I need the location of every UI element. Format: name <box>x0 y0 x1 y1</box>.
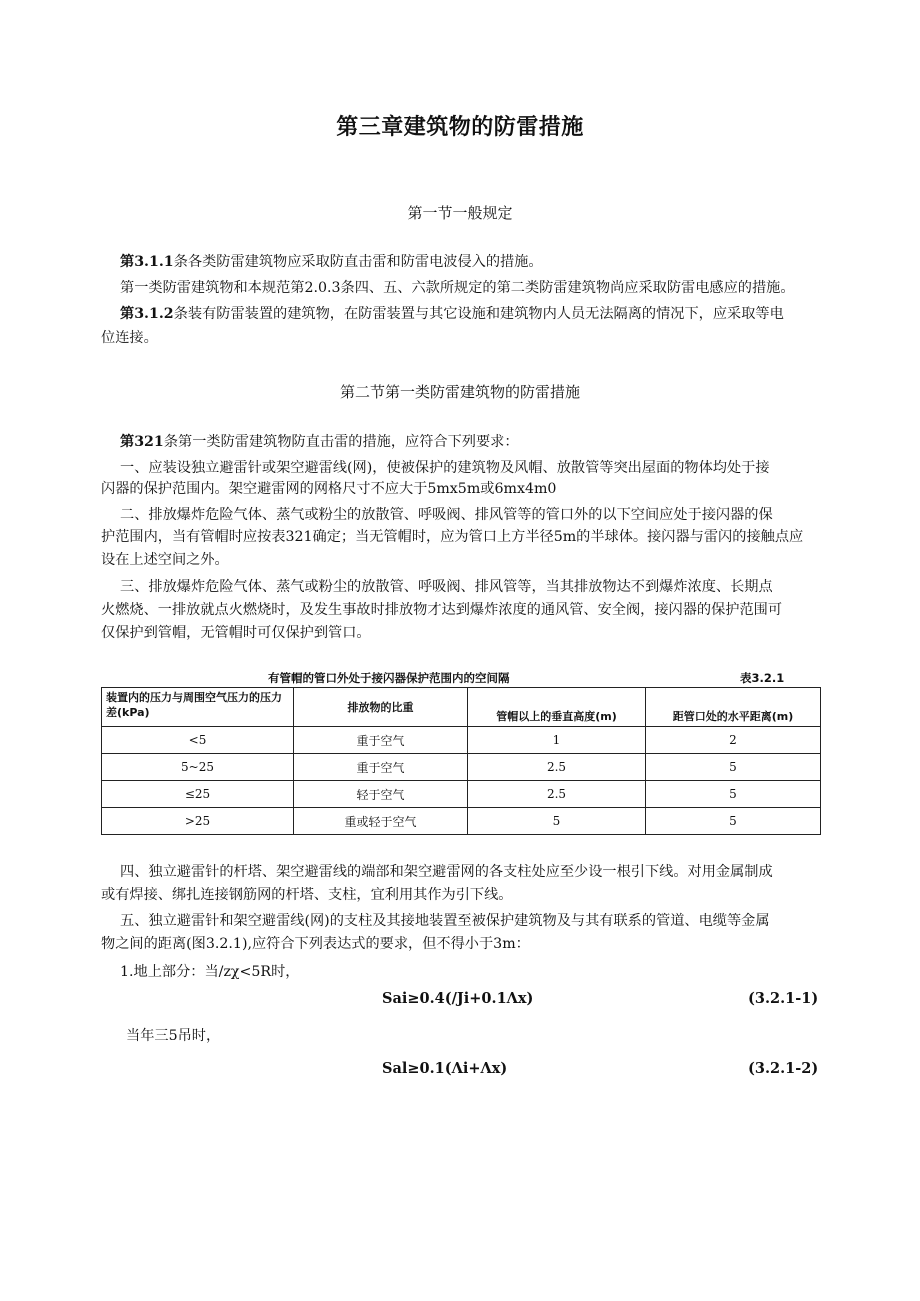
cell-gravity: 重或轻于空气 <box>294 808 468 835</box>
header-height: 管帽以上的垂直高度(m) <box>468 688 646 727</box>
item-4-line2: 或有焊接、绑扎连接钢筋网的杆塔、支柱，宜利用其作为引下线。 <box>101 887 513 903</box>
cell-distance: 5 <box>646 808 821 835</box>
paragraph-3-2-1 <box>120 432 519 452</box>
table-header-row <box>102 688 821 727</box>
item-1-line2: 闪器的保护范围内。架空避雷网的网格尺寸不应大于5mx5m或6mx4m0 <box>101 481 557 497</box>
table-row <box>102 808 821 835</box>
cell-gravity: 重于空气 <box>294 727 468 754</box>
header-pressure: 装置内的压力与周围空气压力的压力差(kPa) <box>102 688 294 727</box>
item-5-line2: 物之间的距离(图3.2.1),应符合下列表达式的要求，但不得小于3m： <box>101 936 530 952</box>
paragraph-text: 条各类防雷建筑物应采取防直击雷和防雷电波侵入的措施。 <box>173 254 543 270</box>
item-1-line1: 一、应装设独立避雷针或架空避雷线(网)，使被保护的建筑物及风帽、放散管等突出屋面的物体均处于接 <box>120 460 770 476</box>
item-4-line1: 四、独立避雷针的杆塔、架空避雷线的端部和架空避雷网的各支柱处应至少设一根引下线。对用金属制成 <box>120 864 773 880</box>
formula-number-2: (3.2.1-2) <box>748 1060 819 1077</box>
table-caption: 有管帽的管口外处于接闪器保护范围内的空间隔 <box>268 671 510 685</box>
cell-pressure: 5~25 <box>102 754 294 781</box>
spacing-table <box>101 687 821 835</box>
table-row <box>102 781 821 808</box>
item-2-line2: 护范围内，当有管帽时应按表321确定；当无管帽时，应为管口上方半径5m的半球体。接闪器与雷闪的接触点应 <box>101 529 804 545</box>
formula-number-1: (3.2.1-1) <box>748 990 819 1007</box>
cell-pressure: <5 <box>102 727 294 754</box>
item-5-line1: 五、独立避雷针和架空避雷线(网)的支柱及其接地装置至被保护建筑物及与其有联系的管道、电缆等金属 <box>120 913 770 929</box>
cell-distance: 5 <box>646 781 821 808</box>
second-condition: 当年三5吊时， <box>126 1028 221 1044</box>
paragraph-text: 条装有防雷装置的建筑物，在防雷装置与其它设施和建筑物内人员无法隔离的情况下，应采取等电 <box>173 306 784 322</box>
above-ground-condition: 1.地上部分：当/zχ<5R时， <box>120 964 300 980</box>
paragraph-3-1-2-cont: 位连接。 <box>101 330 158 346</box>
cell-pressure: ≤25 <box>102 781 294 808</box>
cell-pressure: >25 <box>102 808 294 835</box>
page-title: 第三章建筑物的防雷措施 <box>336 115 584 140</box>
clause-number: 第3.1.1 <box>120 254 174 270</box>
clause-number: 第3.1.2 <box>120 306 174 322</box>
formula-3-2-1-1: Sai≥0.4(/Ji+0.1Λx) <box>382 990 534 1007</box>
header-distance: 距管口处的水平距离(m) <box>646 688 821 727</box>
table-row <box>102 727 821 754</box>
cell-gravity: 轻于空气 <box>294 781 468 808</box>
table-label: 表3.2.1 <box>740 671 785 685</box>
cell-height: 1 <box>468 727 646 754</box>
cell-height: 2.5 <box>468 781 646 808</box>
paragraph-3-1-2 <box>120 304 784 324</box>
cell-distance: 5 <box>646 754 821 781</box>
item-2-line1: 二、排放爆炸危险气体、蒸气或粉尘的放散管、呼吸阀、排风管等的管口外的以下空间应处于接闪器的保 <box>120 507 773 523</box>
item-3-line2: 火燃烧、一排放就点火燃烧时，及发生事故时排放物才达到爆炸浓度的通风管、安全阀，接闪器的保护范围可 <box>101 602 783 618</box>
clause-number: 第321 <box>120 434 164 450</box>
paragraph-class1: 第一类防雷建筑物和本规范第2.0.3条四、五、六款所规定的第二类防雷建筑物尚应采取防雷电感应的措施。 <box>120 280 795 296</box>
cell-height: 2.5 <box>468 754 646 781</box>
header-gravity: 排放物的比重 <box>294 688 468 727</box>
section-heading-1: 第一节一般规定 <box>407 204 513 222</box>
cell-height: 5 <box>468 808 646 835</box>
item-3-line1: 三、排放爆炸危险气体、蒸气或粉尘的放散管、呼吸阀、排风管等，当其排放物达不到爆炸浓度、长期点 <box>120 579 773 595</box>
table-row <box>102 754 821 781</box>
paragraph-text: 条第一类防雷建筑物防直击雷的措施，应符合下列要求： <box>163 434 519 450</box>
item-3-line3: 仅保护到管帽，无管帽时可仅保护到管口。 <box>101 625 371 641</box>
paragraph-3-1-1 <box>120 252 543 272</box>
item-2-line3: 设在上述空间之外。 <box>101 552 229 568</box>
section-heading-2: 第二节第一类防雷建筑物的防雷措施 <box>339 383 580 401</box>
cell-gravity: 重于空气 <box>294 754 468 781</box>
formula-3-2-1-2: Sal≥0.1(Λi+Λx) <box>382 1060 508 1077</box>
cell-distance: 2 <box>646 727 821 754</box>
